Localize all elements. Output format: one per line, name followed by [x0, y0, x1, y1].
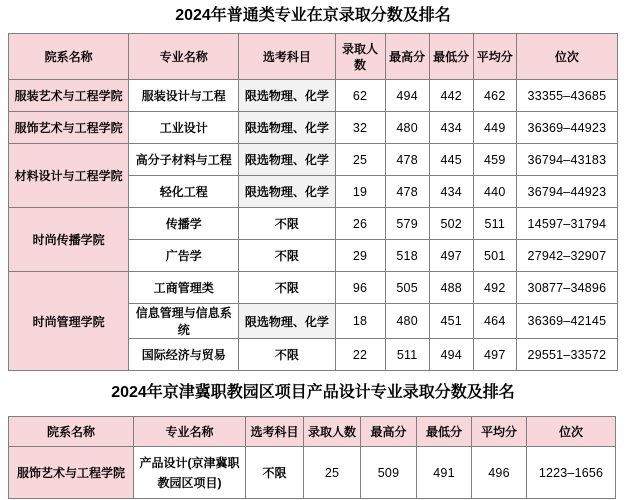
table-row [9, 447, 616, 499]
rank-cell: 14597–31794 [516, 208, 617, 240]
column-header: 最低分 [429, 34, 473, 80]
column-header: 录取人数 [335, 34, 385, 80]
count-cell: 25 [304, 447, 361, 499]
max-score-cell: 478 [385, 176, 429, 208]
column-header: 专业名称 [134, 417, 246, 447]
major-cell: 工业设计 [129, 112, 239, 144]
rank-cell: 33355–43685 [516, 80, 617, 112]
column-header: 专业名称 [129, 34, 239, 80]
rank-cell: 36794–43183 [516, 144, 617, 176]
college-cell: 服饰艺术与工程学院 [9, 447, 134, 499]
column-header: 选考科目 [246, 417, 304, 447]
rank-cell: 27942–32907 [516, 240, 617, 272]
table2-title: 2024年京津冀职教园区项目产品设计专业录取分数及排名 [111, 384, 515, 401]
column-header: 位次 [527, 417, 616, 447]
count-cell: 25 [335, 144, 385, 176]
max-score-cell: 518 [385, 240, 429, 272]
count-cell: 62 [335, 80, 385, 112]
min-score-cell: 494 [429, 339, 473, 371]
college-cell: 时尚传播学院 [9, 208, 129, 272]
table1-header [9, 34, 618, 80]
table2-body [9, 447, 616, 499]
avg-score-cell: 497 [473, 339, 516, 371]
count-cell: 22 [335, 339, 385, 371]
table-row [9, 272, 618, 304]
column-header: 院系名称 [9, 34, 129, 80]
major-cell: 产品设计(京津冀职教园区项目) [134, 447, 246, 499]
college-cell: 服装艺术与工程学院 [9, 80, 129, 112]
avg-score-cell: 449 [473, 112, 516, 144]
table-row [9, 80, 618, 112]
max-score-cell: 480 [385, 112, 429, 144]
rank-cell: 36369–44923 [516, 112, 617, 144]
count-cell: 32 [335, 112, 385, 144]
column-header: 最低分 [417, 417, 472, 447]
min-score-cell: 497 [429, 240, 473, 272]
avg-score-cell: 496 [472, 447, 527, 499]
rank-cell: 36369–42145 [516, 304, 617, 339]
table1-body [9, 80, 618, 371]
column-header: 选考科目 [239, 34, 335, 80]
major-cell: 信息管理与信息系统 [129, 304, 239, 339]
table-row [9, 112, 618, 144]
major-cell: 工商管理类 [129, 272, 239, 304]
min-score-cell: 434 [429, 112, 473, 144]
column-header: 最高分 [361, 417, 417, 447]
table-row [9, 208, 618, 240]
column-header: 最高分 [385, 34, 429, 80]
major-cell: 轻化工程 [129, 176, 239, 208]
avg-score-cell: 511 [473, 208, 516, 240]
major-cell: 广告学 [129, 240, 239, 272]
avg-score-cell: 440 [473, 176, 516, 208]
count-cell: 18 [335, 304, 385, 339]
rank-cell: 29551–33572 [516, 339, 617, 371]
rank-cell: 1223–1656 [527, 447, 616, 499]
avg-score-cell: 492 [473, 272, 516, 304]
subjects-cell: 限选物理、化学 [239, 176, 335, 208]
min-score-cell: 502 [429, 208, 473, 240]
subjects-cell: 不限 [239, 339, 335, 371]
column-header: 平均分 [473, 34, 516, 80]
count-cell: 19 [335, 176, 385, 208]
min-score-cell: 442 [429, 80, 473, 112]
column-header: 录取人数 [304, 417, 361, 447]
column-header: 平均分 [472, 417, 527, 447]
min-score-cell: 451 [429, 304, 473, 339]
beijing-admission-table [8, 33, 618, 371]
subjects-cell: 不限 [246, 447, 304, 499]
rank-cell: 30877–34896 [516, 272, 617, 304]
subjects-cell: 不限 [239, 272, 335, 304]
count-cell: 96 [335, 272, 385, 304]
major-cell: 高分子材料与工程 [129, 144, 239, 176]
subjects-cell: 不限 [239, 240, 335, 272]
max-score-cell: 509 [361, 447, 417, 499]
subjects-cell: 限选物理、化学 [239, 80, 335, 112]
avg-score-cell: 464 [473, 304, 516, 339]
major-cell: 服装设计与工程 [129, 80, 239, 112]
avg-score-cell: 462 [473, 80, 516, 112]
count-cell: 29 [335, 240, 385, 272]
avg-score-cell: 459 [473, 144, 516, 176]
min-score-cell: 445 [429, 144, 473, 176]
max-score-cell: 505 [385, 272, 429, 304]
college-cell: 材料设计与工程学院 [9, 144, 129, 208]
subjects-cell: 限选物理、化学 [239, 144, 335, 176]
table-row [9, 144, 618, 176]
min-score-cell: 488 [429, 272, 473, 304]
subjects-cell: 不限 [239, 208, 335, 240]
max-score-cell: 478 [385, 144, 429, 176]
column-header: 位次 [516, 34, 617, 80]
header-row [9, 417, 616, 447]
rank-cell: 36794–44923 [516, 176, 617, 208]
min-score-cell: 491 [417, 447, 472, 499]
max-score-cell: 511 [385, 339, 429, 371]
table2-header [9, 417, 616, 447]
min-score-cell: 434 [429, 176, 473, 208]
avg-score-cell: 501 [473, 240, 516, 272]
college-cell: 时尚管理学院 [9, 272, 129, 371]
major-cell: 传播学 [129, 208, 239, 240]
jingjinji-project-table [8, 416, 616, 499]
subjects-cell: 限选物理、化学 [239, 304, 335, 339]
major-cell: 国际经济与贸易 [129, 339, 239, 371]
max-score-cell: 579 [385, 208, 429, 240]
table1-title: 2024年普通类专业在京录取分数及排名 [175, 7, 451, 24]
subjects-cell: 限选物理、化学 [239, 112, 335, 144]
count-cell: 26 [335, 208, 385, 240]
max-score-cell: 480 [385, 304, 429, 339]
column-header: 院系名称 [9, 417, 134, 447]
header-row [9, 34, 618, 80]
max-score-cell: 494 [385, 80, 429, 112]
college-cell: 服饰艺术与工程学院 [9, 112, 129, 144]
